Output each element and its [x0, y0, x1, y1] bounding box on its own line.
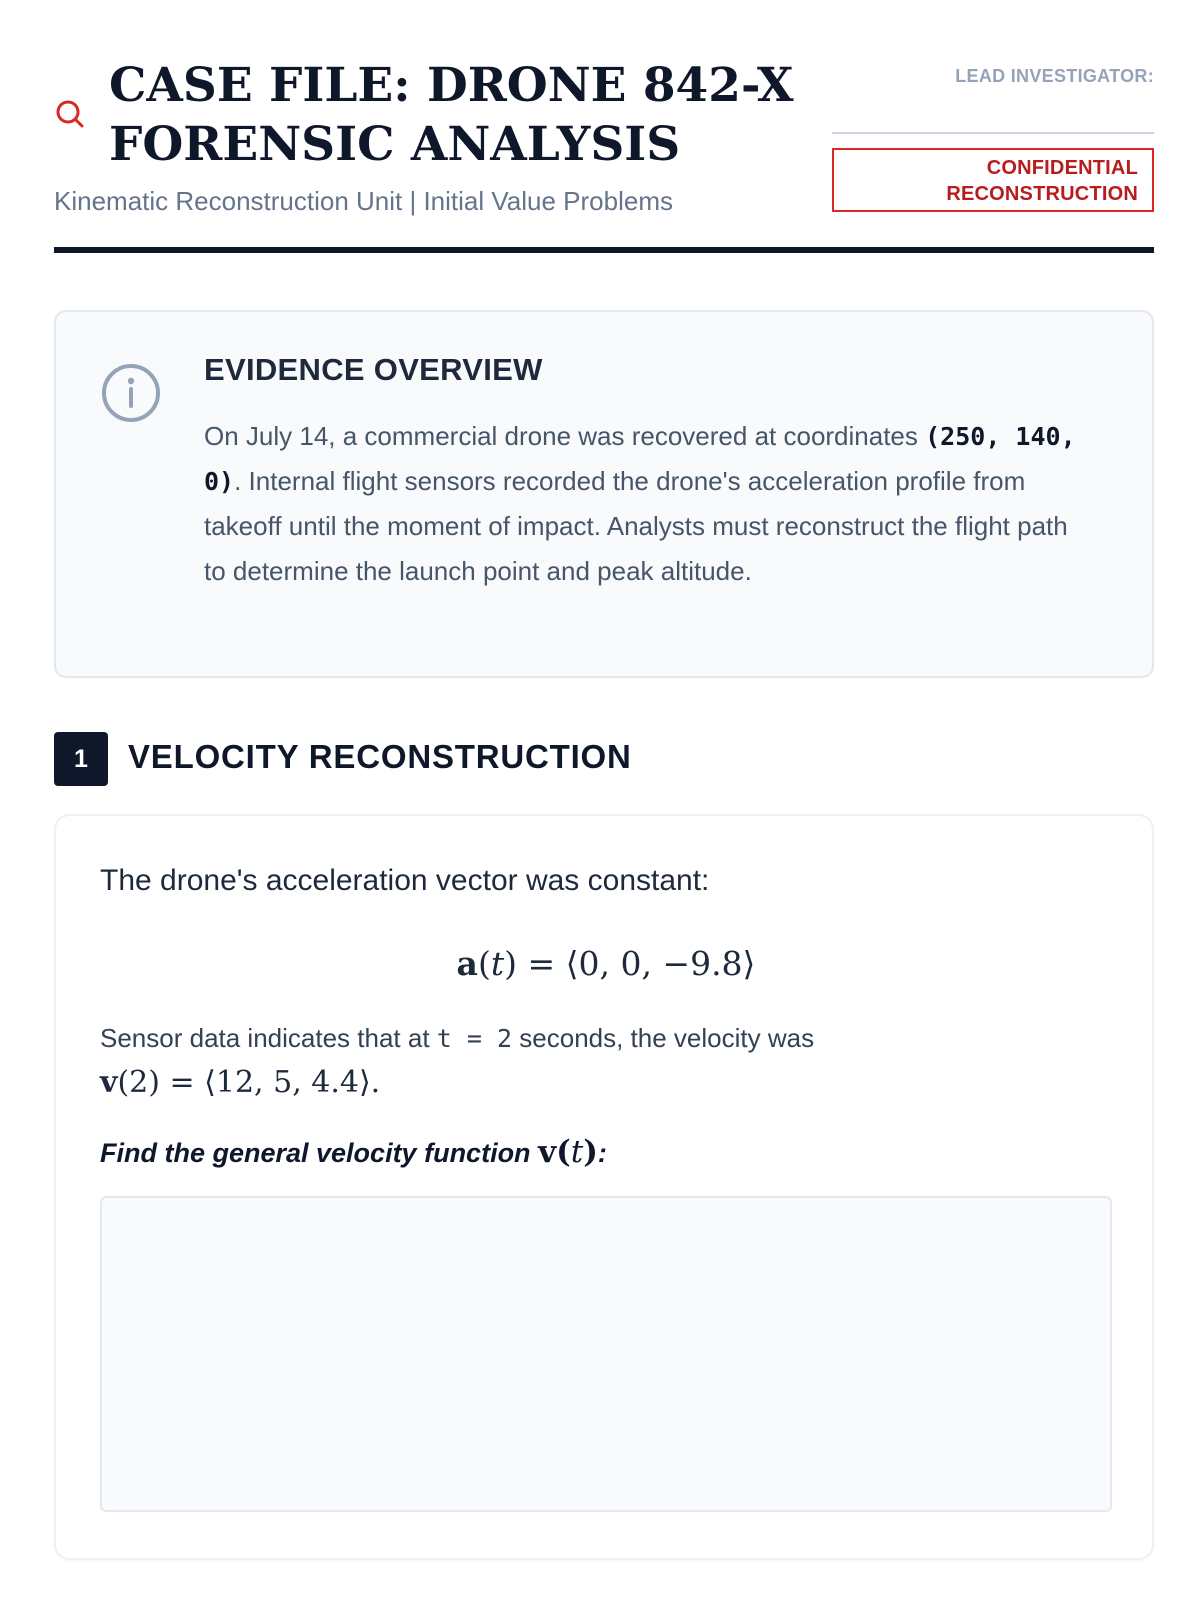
case-header	[54, 56, 1154, 256]
header-divider	[54, 247, 1154, 253]
title-line-1: CASE FILE: DRONE 842-X	[109, 58, 794, 113]
page-subtitle: Kinematic Reconstruction Unit | Initial Value Problems	[54, 186, 673, 216]
overview-text-after: . Internal flight sensors recorded the drone's acceleration profile from takeoff until the moment of impact. Analysts must reconstruct the flight path to determine the launch point and peak altitude.	[204, 466, 1068, 586]
evidence-overview-text	[204, 414, 1094, 594]
lead-investigator-label: LEAD INVESTIGATOR:	[955, 66, 1154, 86]
acceleration-equation: a(t) = ⟨0, 0, −9.8⟩	[456, 944, 756, 983]
problem-intro-text: The drone's acceleration vector was constant:	[100, 864, 710, 897]
confidential-stamp	[832, 148, 1154, 212]
overview-text-before: On July 14, a commercial drone was recovered at coordinates	[204, 421, 926, 451]
section-title: VELOCITY RECONSTRUCTION	[128, 738, 632, 775]
velocity-function-symbol: v(t)	[538, 1134, 598, 1170]
evidence-overview-title: EVIDENCE OVERVIEW	[204, 352, 543, 387]
title-line-2: FORENSIC ANALYSIS	[109, 117, 681, 172]
velocity-problem-card	[54, 814, 1154, 1560]
page-title	[109, 56, 829, 174]
search-icon	[54, 98, 86, 130]
velocity-arg: (2) =	[117, 1065, 205, 1100]
question-prompt	[100, 1134, 607, 1170]
stamp-line-2: RECONSTRUCTION	[946, 183, 1138, 205]
velocity-condition: v(2) = ⟨12, 5, 4.4⟩.	[100, 1065, 381, 1100]
evidence-overview-panel	[54, 310, 1154, 678]
question-prompt-text: Find the general velocity function	[100, 1138, 539, 1168]
time-value-code: t = 2	[436, 1024, 513, 1053]
investigator-signature-line	[832, 132, 1154, 134]
sensor-text-before: Sensor data indicates that at	[100, 1023, 437, 1053]
sensor-data-text	[100, 1016, 1100, 1105]
info-icon	[100, 362, 162, 424]
acceleration-components: ⟨0, 0, −9.8⟩	[565, 944, 756, 983]
section-number-badge: 1	[54, 732, 108, 786]
recovery-coordinates: (250, 140, 0)	[204, 422, 1076, 496]
answer-input-area[interactable]	[100, 1196, 1112, 1512]
stamp-line-1: CONFIDENTIAL	[986, 157, 1138, 179]
sensor-text-after: seconds, the velocity was	[512, 1023, 815, 1053]
velocity-components: ⟨12, 5, 4.4⟩.	[204, 1065, 381, 1100]
question-prompt-end: :	[597, 1138, 607, 1168]
